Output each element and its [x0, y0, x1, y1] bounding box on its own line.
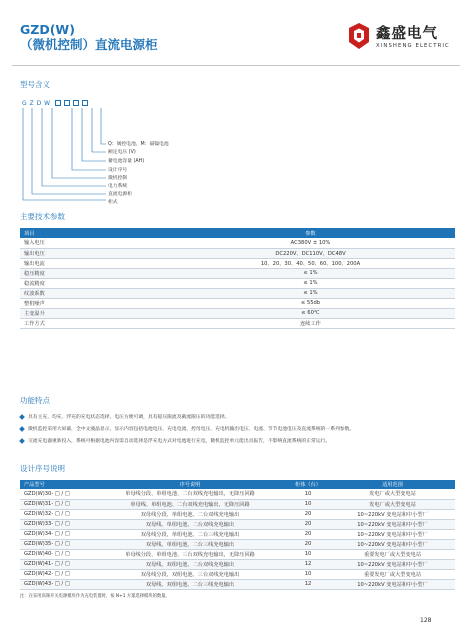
series-count: 10 — [286, 489, 330, 499]
series-desc: 双母线、双组电池、二台双线充电输出 — [94, 559, 286, 569]
series-desc: 双母线、单组电池、二台三线充电输出 — [94, 539, 286, 549]
series-count: 10 — [286, 569, 330, 579]
series-scope: 重要发电厂或大型变电站 — [330, 569, 455, 579]
spec-value: ≤ 55db — [166, 298, 455, 308]
table-row — [20, 499, 455, 509]
spec-table-header — [20, 228, 455, 238]
model-code-letters: G Z D W — [22, 100, 51, 107]
series-table — [20, 480, 455, 590]
spec-col-item: 项目 — [20, 228, 166, 238]
series-desc: 单母线分段、单组电池、二台双线充电输出，无降压回路 — [94, 489, 286, 499]
list-item — [20, 425, 460, 437]
series-count: 20 — [286, 539, 330, 549]
series-col-model: 产品型号 — [20, 480, 94, 489]
model-item-6: 电力系统 — [108, 184, 128, 189]
spec-item: 输出电流 — [20, 258, 166, 268]
list-item — [20, 413, 460, 425]
series-scope: 10~220kV 变电站和中小型厂 — [330, 539, 455, 549]
section-title-series: 设计序号说明 — [20, 464, 65, 473]
model-item-5: 微机控制 — [108, 176, 128, 181]
table-row — [20, 559, 455, 569]
model-bracket-lines — [20, 106, 120, 201]
table-row — [20, 519, 455, 529]
page-title — [20, 22, 158, 53]
table-row — [20, 318, 455, 328]
series-desc: 单母线、单组电池、二台双线充电输出，无降压回路 — [94, 499, 286, 509]
series-scope: 10~220kV 变电站和中小型厂 — [330, 519, 455, 529]
table-row — [20, 288, 455, 298]
series-model: GZD(W)34- □ / □ — [20, 529, 94, 539]
model-item-1: Q：阀控电池，M：镉镍电池 — [108, 142, 169, 147]
series-scope: 10~220kV 变电站和中小型厂 — [330, 509, 455, 519]
logo-chinese-name: 鑫盛电气 — [376, 26, 438, 42]
series-model: GZD(W)32- □ / □ — [20, 509, 94, 519]
series-scope: 10~220kV 变电站和中小型厂 — [330, 529, 455, 539]
series-desc: 双母线分段、双组电池、三台双线充电输出 — [94, 569, 286, 579]
series-model: GZD(W)42- □ / □ — [20, 569, 94, 579]
series-col-scope: 适用范围 — [330, 480, 455, 489]
series-scope: 发电厂或大型变电站 — [330, 499, 455, 509]
model-item-4: 设计序号 — [108, 168, 128, 173]
spec-item: 稳压精度 — [20, 268, 166, 278]
series-model: GZD(W)43- □ / □ — [20, 579, 94, 589]
table-row — [20, 539, 455, 549]
series-count: 20 — [286, 519, 330, 529]
series-scope: 10~220kV 变电站和中小型厂 — [330, 559, 455, 569]
series-count: 20 — [286, 509, 330, 519]
model-item-3: 蓄电池容量 (AH) — [108, 159, 145, 164]
series-col-count: 柜体（台） — [286, 480, 330, 489]
table-row — [20, 268, 455, 278]
series-count: 10 — [286, 499, 330, 509]
series-count: 20 — [286, 529, 330, 539]
series-model: GZD(W)35- □ / □ — [20, 539, 94, 549]
spec-item: 纹波系数 — [20, 288, 166, 298]
table-row — [20, 509, 455, 519]
series-count: 12 — [286, 579, 330, 589]
table-row — [20, 298, 455, 308]
spec-value: AC380V ± 10% — [166, 238, 455, 248]
spec-value: 连续工作 — [166, 318, 455, 328]
table-row — [20, 549, 455, 559]
feature-text: 微机监控采用大屏幕，全中文液晶显示，显示内容包括电池电压、充电电流、控母电压、充电机输出电压、电流、节节电池电压及直流系统的一系列参数。 — [28, 427, 355, 432]
company-logo — [346, 20, 461, 62]
series-col-desc: 序号说明 — [94, 480, 286, 489]
spec-value: ≤ 1% — [166, 268, 455, 278]
series-desc: 单母线分段、单组电池、三台双线充电输出，无降压回路 — [94, 549, 286, 559]
spec-value: 10、20、30、40、50、60、100、200A — [166, 258, 455, 268]
series-table-header — [20, 480, 455, 489]
header-divider — [12, 65, 460, 66]
diamond-bullet-icon — [19, 414, 25, 420]
spec-item: 工作方式 — [20, 318, 166, 328]
series-desc: 双母线、双组电池、二台三线充电输出 — [94, 579, 286, 589]
series-model: GZD(W)41- □ / □ — [20, 559, 94, 569]
series-model: GZD(W)30- □ / □ — [20, 489, 94, 499]
series-model: GZD(W)40- □ / □ — [20, 549, 94, 559]
model-item-2: 额定电压 (V) — [108, 150, 136, 155]
table-row — [20, 238, 455, 248]
series-desc: 双母线分段、单组电池、二台双线充电输出 — [94, 509, 286, 519]
table-row — [20, 569, 455, 579]
series-model: GZD(W)33- □ / □ — [20, 519, 94, 529]
table-row — [20, 489, 455, 499]
list-item — [20, 437, 460, 449]
spec-table — [20, 228, 455, 329]
section-title-model: 型号含义 — [20, 80, 50, 89]
table-row — [20, 248, 455, 258]
series-note: 注：在采用高频开关电源模块作为充电装置时，按 N+1 方案选择模块的数量。 — [20, 594, 170, 599]
spec-item: 整机噪声 — [20, 298, 166, 308]
spec-item: 输入电压 — [20, 238, 166, 248]
series-scope: 10~220kV 变电站和中小型厂 — [330, 579, 455, 589]
title-line2: （微机控制）直流电源柜 — [20, 37, 158, 52]
series-desc: 双母线、单组电池、二台双线充电输出 — [94, 519, 286, 529]
section-title-features: 功能特点 — [20, 396, 50, 405]
spec-value: ≤ 1% — [166, 278, 455, 288]
table-row — [20, 529, 455, 539]
logo-english-name: XINSHENG ELECTRIC — [376, 43, 450, 49]
spec-value: ≤ 60℃ — [166, 308, 455, 318]
table-row — [20, 308, 455, 318]
page-number: 128 — [420, 617, 432, 624]
feature-list — [20, 413, 460, 449]
model-item-7: 直流电源柜 — [108, 192, 132, 197]
series-count: 12 — [286, 559, 330, 569]
table-row — [20, 258, 455, 268]
feature-text: 具有主充、均充、浮充的充电状态选择，电压方便可调，具有稳压限流及截流限压的功能选择。 — [28, 415, 230, 420]
spec-item: 主变温升 — [20, 308, 166, 318]
diamond-bullet-icon — [19, 426, 25, 432]
title-line1: GZD(W) — [20, 22, 75, 37]
xinsheng-logo-icon — [346, 22, 372, 50]
diamond-bullet-icon — [19, 438, 25, 444]
spec-col-param: 参数 — [166, 228, 455, 238]
series-model: GZD(W)31- □ / □ — [20, 499, 94, 509]
series-desc: 双母线分段、单组电池、二台三线充电输出 — [94, 529, 286, 539]
series-count: 10 — [286, 549, 330, 559]
spec-item: 输出电压 — [20, 248, 166, 258]
section-title-specs: 主要技术参数 — [20, 212, 65, 221]
table-row — [20, 278, 455, 288]
series-scope: 发电厂或大型变电站 — [330, 489, 455, 499]
spec-item: 稳流精度 — [20, 278, 166, 288]
table-row — [20, 579, 455, 589]
series-scope: 重要发电厂或大型变电站 — [330, 549, 455, 559]
model-item-8: 柜式 — [108, 200, 118, 205]
spec-value: ≤ 1% — [166, 288, 455, 298]
feature-text: 交流充电器重新投入，系统可根据电池内容需自动选择是浮充电方式对电池进行充电，微机监控单元能出具报告，不影响直流系统的正常运行。 — [28, 439, 331, 444]
spec-value: DC220V、DC110V、DC48V — [166, 248, 455, 258]
